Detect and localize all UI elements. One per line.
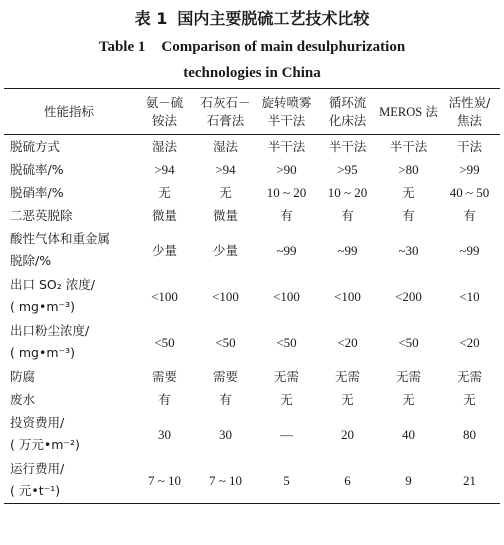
table-cell: 10 ~ 20 — [266, 185, 307, 200]
row-label-desulfurization-rate: 脱硫率/% — [10, 161, 64, 177]
table-cell: >94 — [215, 162, 236, 177]
row-label-anticorrosion: 防腐 — [10, 368, 36, 384]
table-cell: 7 ~ 10 — [195, 457, 256, 504]
table-cell: <200 — [395, 288, 422, 304]
table-cell: 干法 — [456, 139, 482, 154]
table-title-en-line1: Comparison of main desulphurization — [161, 39, 406, 55]
header-ammonia-ammonium-sulfate: 氨－硫 铵法 — [134, 89, 195, 135]
table-cell: 40 ~ 50 — [449, 185, 490, 200]
table-cell: 6 — [317, 457, 378, 504]
table-cell: <100 — [151, 288, 178, 304]
row-label-outlet-so2-concentration: 出口 SO₂ 浓度/ ( mg•m⁻³) — [10, 277, 95, 314]
table-cell: 无需 — [334, 369, 360, 384]
table-cell: 需要 — [151, 369, 177, 384]
table-cell: 半干法 — [328, 139, 367, 154]
table-cell: 微量 — [151, 208, 177, 223]
table-cell: 无 — [402, 392, 415, 407]
table-row — [4, 388, 500, 411]
table-cell: 少量 — [212, 242, 238, 258]
table-cell: <50 — [398, 334, 419, 350]
table-row — [4, 204, 500, 227]
header-performance-indicator: 性能指标 — [4, 89, 134, 135]
table-cell: ~99 — [276, 242, 297, 258]
table-cell: ~99 — [337, 242, 358, 258]
table-cell: 无 — [402, 185, 415, 200]
table-cell: <50 — [215, 334, 236, 350]
header-rotary-spray-semi-dry: 旋转喷雾 半干法 — [256, 89, 317, 135]
table-cell: 少量 — [151, 242, 177, 258]
row-label-desulfurization-method: 脱硫方式 — [10, 138, 61, 154]
table-cell: 无需 — [456, 369, 482, 384]
caption-chinese — [4, 8, 500, 30]
table-header-row — [4, 89, 500, 135]
table-cell: 无需 — [395, 369, 421, 384]
row-label-investment-cost: 投资费用/ ( 万元•m⁻²) — [10, 415, 80, 452]
table-cell: 80 — [463, 426, 476, 442]
table-number-en: Table 1 — [98, 39, 146, 55]
comparison-table — [4, 88, 500, 504]
table-cell: 无 — [280, 392, 293, 407]
table-cell: 有 — [341, 208, 354, 223]
table-cell: 20 — [341, 426, 354, 442]
table-cell: <50 — [154, 334, 175, 350]
table-cell: 有 — [158, 392, 171, 407]
table-cell: 无需 — [273, 369, 299, 384]
table-cell: 7 ~ 10 — [134, 457, 195, 504]
table-cell: 30 — [158, 426, 171, 442]
row-label-outlet-dust-concentration: 出口粉尘浓度/ ( mg•m⁻³) — [10, 323, 90, 360]
table-cell: <10 — [459, 288, 480, 304]
row-label-acid-gas-heavy-metal-removal: 酸性气体和重金属 脱除/% — [10, 231, 111, 268]
table-cell: 有 — [402, 208, 415, 223]
row-label-operating-cost: 运行费用/ ( 元•t⁻¹) — [4, 457, 134, 504]
table-cell: >99 — [459, 162, 480, 177]
table-cell: 半干法 — [389, 139, 428, 154]
table-row — [4, 457, 500, 504]
table-row — [4, 158, 500, 181]
table-cell: 无 — [158, 185, 171, 200]
table-cell: 有 — [280, 208, 293, 223]
table-cell: 无 — [341, 392, 354, 407]
table-cell: 有 — [463, 208, 476, 223]
header-activated-carbon-coke: 活性炭/ 焦法 — [439, 89, 500, 135]
table-cell: 湿法 — [212, 139, 238, 154]
header-limestone-gypsum: 石灰石－ 石膏法 — [195, 89, 256, 135]
table-cell: ~99 — [459, 242, 480, 258]
table-row — [4, 181, 500, 204]
table-cell: 10 ~ 20 — [327, 185, 368, 200]
table-cell: <20 — [459, 334, 480, 350]
table-cell: 有 — [219, 392, 232, 407]
caption-english-line2: technologies in China — [183, 65, 321, 81]
table-cell: 无 — [219, 185, 232, 200]
header-circulating-fluidized-bed: 循环流 化床法 — [317, 89, 378, 135]
table-cell: 30 — [219, 426, 232, 442]
table-cell: 湿法 — [151, 139, 177, 154]
table-cell: >90 — [276, 162, 297, 177]
header-meros: MEROS 法 — [378, 89, 439, 135]
table-cell: 无 — [463, 392, 476, 407]
row-label-denitrification-rate: 脱硝率/% — [10, 184, 64, 200]
table-cell: 微量 — [212, 208, 238, 223]
table-cell: ~30 — [398, 242, 419, 258]
table-cell: <100 — [212, 288, 239, 304]
table-number-cn: 表 1 — [134, 9, 168, 28]
table-cell: 需要 — [212, 369, 238, 384]
table-cell: 40 — [402, 426, 415, 442]
table-row — [4, 227, 500, 273]
table-cell: 9 — [378, 457, 439, 504]
table-cell: 21 — [439, 457, 500, 504]
table-cell: >94 — [154, 162, 175, 177]
table-row — [4, 319, 500, 365]
table-cell: <100 — [273, 288, 300, 304]
table-cell: >80 — [398, 162, 419, 177]
table-row — [4, 135, 500, 159]
table-cell: >95 — [337, 162, 358, 177]
row-label-dioxin-removal: 二恶英脱除 — [10, 207, 73, 223]
table-row — [4, 365, 500, 388]
table-cell: 5 — [256, 457, 317, 504]
table-cell: — — [280, 426, 293, 442]
table-cell: <50 — [276, 334, 297, 350]
row-label-wastewater: 废水 — [10, 391, 36, 407]
table-cell: <100 — [334, 288, 361, 304]
table-title-cn: 国内主要脱硫工艺技术比较 — [177, 9, 370, 28]
table-row — [4, 411, 500, 457]
table-cell: <20 — [337, 334, 358, 350]
table-cell: 半干法 — [267, 139, 306, 154]
table-row — [4, 273, 500, 319]
caption-english-line1 — [4, 36, 500, 58]
